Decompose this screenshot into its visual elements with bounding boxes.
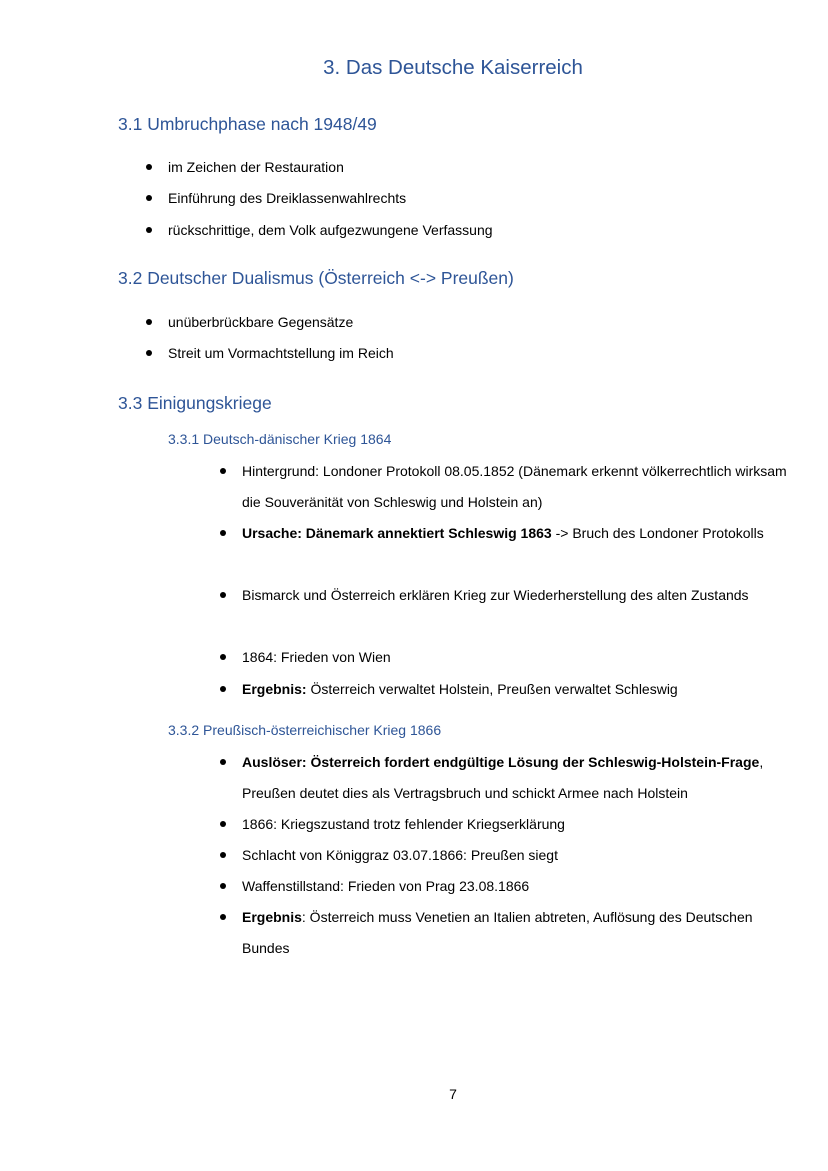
section-3-3-2-heading: 3.3.2 Preußisch-österreichischer Krieg 1866 [168, 722, 442, 738]
list-item: rückschrittige, dem Volk aufgezwungene Verfassung [168, 215, 728, 246]
bullet-icon [220, 468, 226, 474]
bullet-icon [220, 759, 226, 765]
list-item: Streit um Vormachtstellung im Reich [168, 338, 728, 369]
list-item: Auslöser: Österreich fordert endgültige Lösung der Schleswig-Holstein-Frage, Preußen deutet dies als Vertragsbruch und schickt Armee nach Holstein [242, 747, 802, 809]
bullet-icon [220, 883, 226, 889]
list-item: unüberbrückbare Gegensätze [168, 307, 728, 338]
bullet-icon [220, 914, 226, 920]
list-item: im Zeichen der Restauration [168, 152, 728, 183]
bullet-icon [220, 821, 226, 827]
bullet-icon [146, 319, 152, 325]
bullet-icon [220, 530, 226, 536]
section-3-3-heading: 3.3 Einigungskriege [118, 393, 272, 413]
list-item: Ursache: Dänemark annektiert Schleswig 1863 -> Bruch des Londoner Protokolls [242, 518, 802, 549]
page-title: 3. Das Deutsche Kaiserreich [323, 56, 583, 79]
list-item: Ergebnis: Österreich muss Venetien an Italien abtreten, Auflösung des Deutschen Bundes [242, 902, 802, 964]
list-item: 1864: Frieden von Wien [242, 642, 802, 673]
list-item: Schlacht von Königgraz 03.07.1866: Preußen siegt [242, 840, 802, 871]
section-3-3-1-heading: 3.3.1 Deutsch-dänischer Krieg 1864 [168, 431, 392, 447]
list-item: Hintergrund: Londoner Protokoll 08.05.1852 (Dänemark erkennt völkerrechtlich wirksam die Souveränität von Schleswig und Holstein an) [242, 456, 802, 518]
list-item: 1866: Kriegszustand trotz fehlender Kriegserklärung [242, 809, 802, 840]
bullet-icon [146, 350, 152, 356]
section-3-1-heading: 3.1 Umbruchphase nach 1948/49 [118, 114, 377, 134]
list-item: Ergebnis: Österreich verwaltet Holstein, Preußen verwaltet Schleswig [242, 674, 802, 705]
bullet-icon [146, 195, 152, 201]
section-3-2-heading: 3.2 Deutscher Dualismus (Österreich <-> Preußen) [118, 268, 514, 288]
page-number: 7 [449, 1086, 457, 1102]
bullet-icon [220, 654, 226, 660]
bullet-icon [220, 852, 226, 858]
bullet-icon [146, 227, 152, 233]
list-item: Einführung des Dreiklassenwahlrechts [168, 183, 728, 214]
bullet-icon [220, 686, 226, 692]
bullet-icon [146, 164, 152, 170]
list-item: Waffenstillstand: Frieden von Prag 23.08.1866 [242, 871, 802, 902]
bullet-icon [220, 592, 226, 598]
list-item: Bismarck und Österreich erklären Krieg zur Wiederherstellung des alten Zustands [242, 580, 802, 611]
